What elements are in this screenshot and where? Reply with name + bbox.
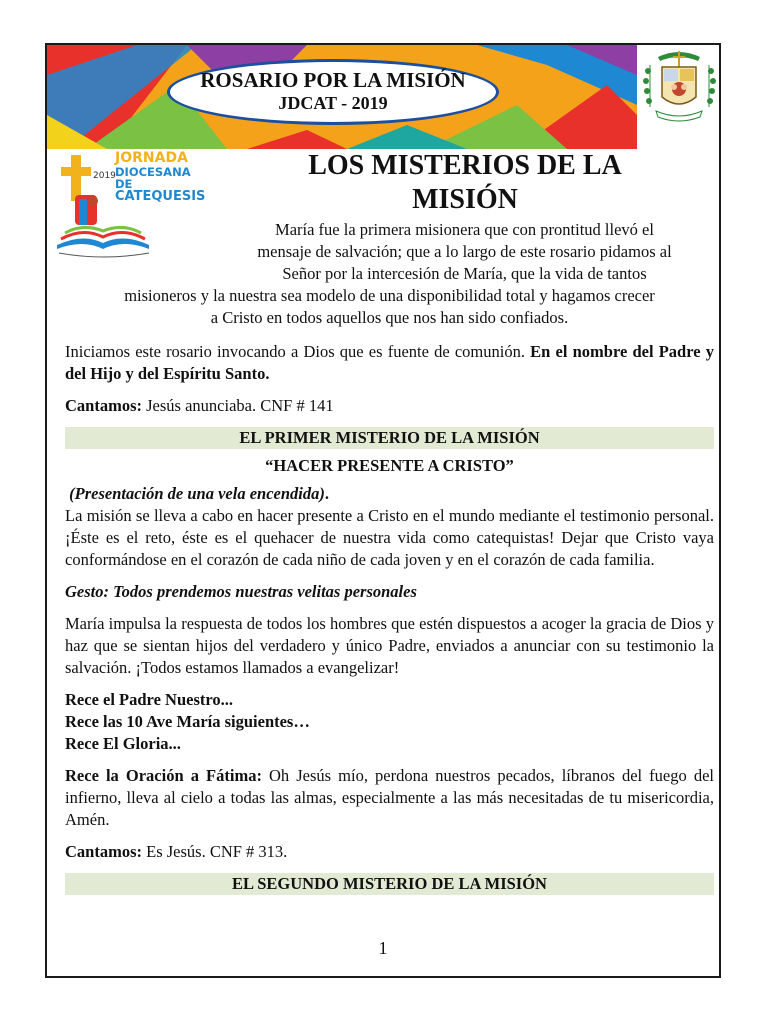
song-2 [65,841,714,863]
mystery-1-subheading: “HACER PRESENTE A CRISTO” [265,456,514,475]
mystery-1-heading: EL PRIMER MISTERIO DE LA MISIÓN [65,427,714,449]
fatima-label: Rece la Oración a Fátima: [65,766,262,785]
intro-line-3: Señor por la intercesión de María, que la vida de tantos [282,264,647,283]
page-number: 1 [378,938,388,958]
document-title-line-1: LOS MISTERIOS DE LA [308,150,622,181]
prayer-item: Rece las 10 Ave María siguientes… [65,712,310,731]
intro-line-4: misioneros y la nuestra sea modelo de una disponibilidad total y hagamos crecer [124,286,655,305]
header-title-oval [167,59,499,125]
action-text: (Presentación de una vela encendida) [69,484,325,503]
header-title: ROSARIO POR LA MISIÓN [200,68,466,92]
prayer-item: Rece el Padre Nuestro... [65,690,234,709]
opening-paragraph [65,341,714,385]
document-title-line-2: MISIÓN [412,184,518,215]
intro-line-2: mensaje de salvación; que a lo largo de este rosario pidamos al [257,242,672,261]
logo-line-2: DIOCESANA DE [115,165,191,191]
opening-text: Iniciamos este rosario invocando a Dios que es fuente de comunión. [65,342,531,361]
song-1-label: Cantamos: [65,396,142,415]
mystery-1-action [65,483,714,505]
song-2-label: Cantamos: [65,842,142,861]
coat-of-arms-icon [638,45,721,149]
mystery-1-paragraph-2: María impulsa la respuesta de todos los hombres que estén dispuestos a acoger la gracia de Dios y haz que se sientan hijos del verdadero y único Padre, enviados a anunciar con su testimonio la salvación. ¡Todos estamos llamados a evangelizar! [65,614,714,677]
logo-year: 2019 [93,171,116,181]
prayer-list [65,689,714,755]
prayer-item: Rece El Gloria... [65,734,181,753]
document-title [225,149,705,217]
logo-line-1: JORNADA [115,150,188,166]
intro-line-5: a Cristo en todos aquellos que nos han sido confiados. [210,308,569,327]
diocese-coat-of-arms [638,45,721,149]
song-1-text: Jesús anunciaba. CNF # 141 [142,396,334,415]
logo-line-3: CATEQUESIS [115,189,206,204]
fatima-text: Oh Jesús mío, perdona nuestros pecados, líbranos del fuego del infierno, lleva al cielo a todas las almas, especialmente a las más necesitadas de tu misericordia, Amén. [65,766,714,829]
mystery-2-heading: EL SEGUNDO MISTERIO DE LA MISIÓN [65,873,714,895]
mystery-1-gesture: Gesto: Todos prendemos nuestras velitas personales [65,582,417,601]
action-end: . [324,484,329,503]
intro-paragraph [65,219,714,329]
mystery-1-paragraph-1: La misión se lleva a cabo en hacer presente a Cristo en el mundo mediante el testimonio personal. ¡Éste es el reto, éste es el quehacer de nuestra vida como catequistas! Dejar que Cristo vaya conformándose en el corazón de cada niño de cada joven y en el corazón de cada familia. [65,506,714,569]
intro-line-1: María fue la primera misionera que con prontitud llevó el [275,220,654,239]
header-banner [47,45,637,149]
opening-bold: En el nombre del Padre y del Hijo y del Espíritu Santo. [65,342,714,383]
page-frame [45,43,721,978]
document-body [65,149,714,895]
song-1 [65,395,714,417]
header-subtitle: JDCAT - 2019 [278,93,388,113]
fatima-prayer [65,765,714,831]
song-2-text: Es Jesús. CNF # 313. [142,842,288,861]
